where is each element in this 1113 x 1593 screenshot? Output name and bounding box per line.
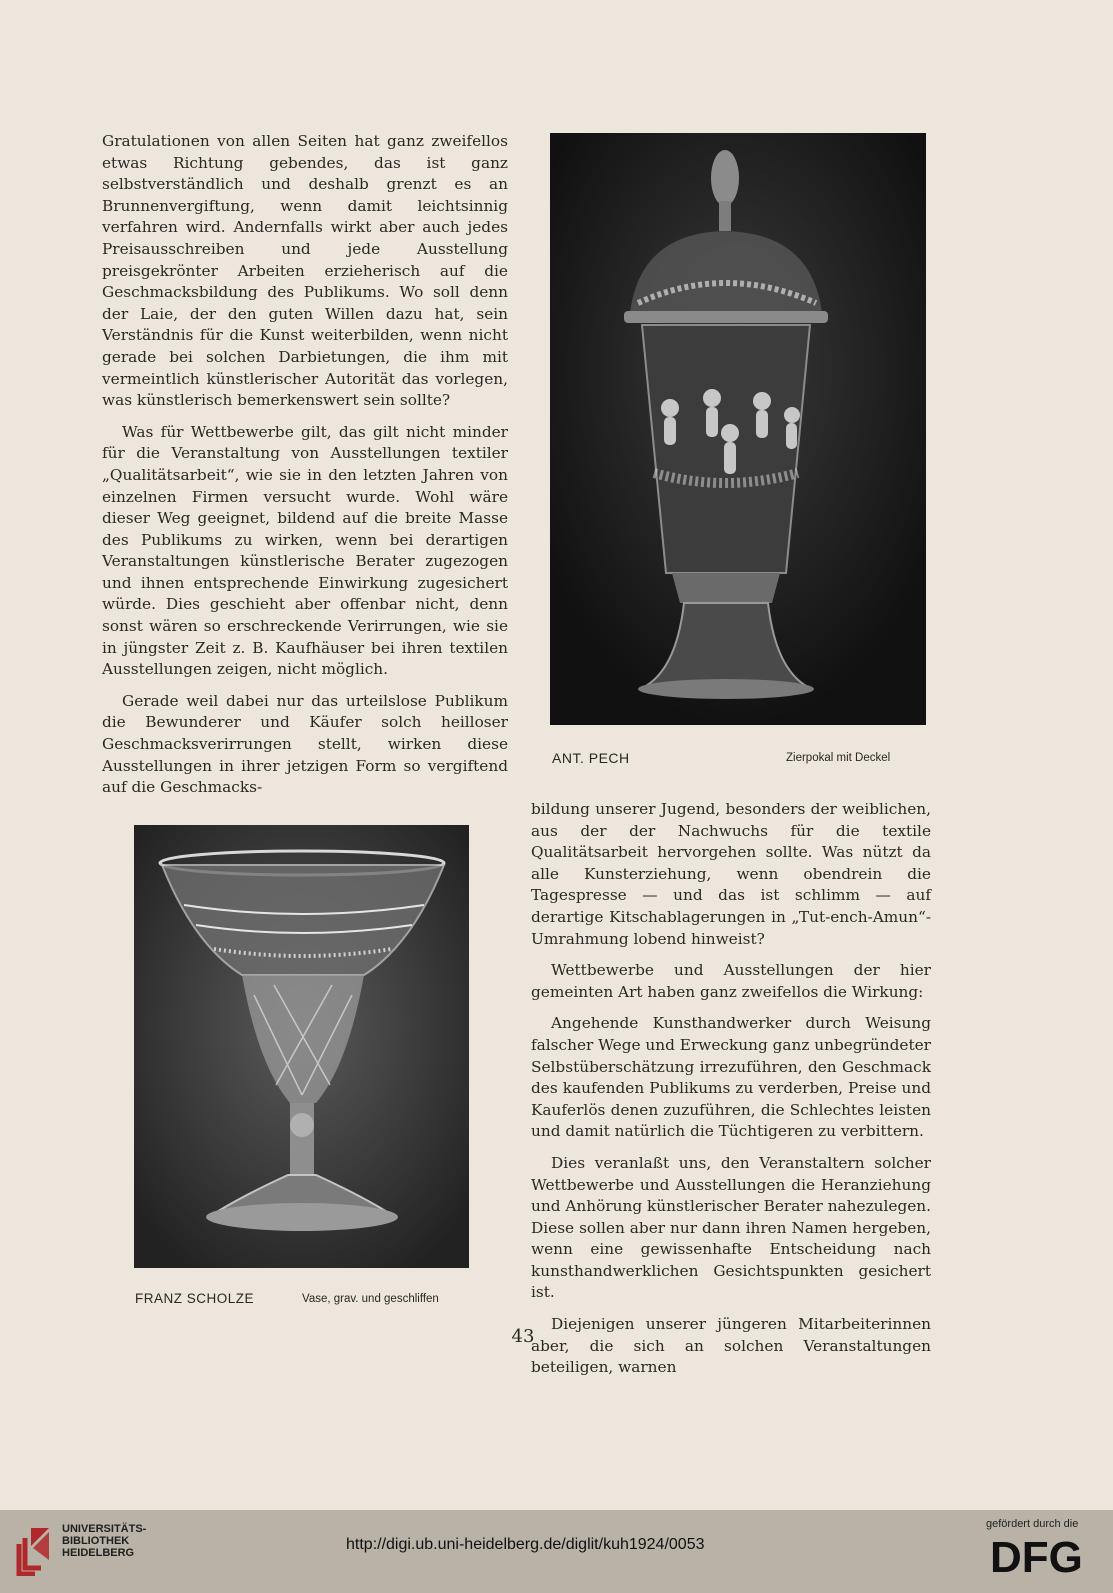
article-paragraph: Angehende Kunsthandwerker durch Weisung falscher Wege und Erweckung ganz unbegründeter Selbstüberschätzung irrezuführen, den Geschmack des kaufenden Publikums zu verderben, Preise und Kauferlös denen zuzuführen, die Schlechtes leisten und damit natürlich die Tüchtigeren zu verbittern. — [531, 1014, 931, 1141]
photo-zierpokal — [550, 133, 926, 725]
dfg-logo: DFG — [990, 1533, 1083, 1582]
university-library-logo-icon — [15, 1524, 55, 1576]
photo-vase — [134, 825, 469, 1268]
article-paragraph: Dies veranlaßt uns, den Veranstaltern solcher Wettbewerbe und Ausstellungen die Heranziehung und Anhörung künstlerischer Berater nahezulegen. Diese sollen aber nur dann ihren Namen hergeben, wenn eine gewissenhafte Entscheidung nach kunsthandwerklichen Gesichtspunkten gesichert ist. — [531, 1153, 931, 1302]
page-number: 43 — [511, 1326, 535, 1347]
article-paragraph: Was für Wettbewerbe gilt, das gilt nicht minder für die Veranstaltung von Ausstellungen textiler „Qualitätsarbeit“, wie sie in den letzten Jahren von einzelnen Firmen versucht wurde. Wohl wäre dieser Weg geeignet, bildend auf die breite Masse des Publikums zu wirken, wenn bei derartigen Veranstaltungen künstlerische Berater zugezogen und ihnen entsprechende Einwirkung zugesichert würde. Dies geschieht aber offenbar nicht, denn sonst wären so erschreckende Verirrungen, wie sie in jüngster Zeit z. B. Kaufhäuser bei ihren textilen Ausstellungen zeigen, nicht möglich. — [102, 422, 508, 679]
caption-title: Zierpokal mit Deckel — [786, 752, 891, 764]
caption-title: Vase, grav. und geschliffen — [302, 1293, 439, 1305]
university-library-name: UNIVERSITÄTS- BIBLIOTHEK HEIDELBERG — [62, 1523, 147, 1559]
vase-illustration — [134, 825, 469, 1268]
article-paragraph: Diejenigen unserer jüngeren Mitarbeiterinnen aber, die sich an solchen Veranstaltungen beteiligen, warnen — [531, 1315, 931, 1377]
article-paragraph: Gratulationen von allen Seiten hat ganz zweifellos etwas Richtung gebendes, das ist ganz selbstverständlich und deshalb grenzt es an Brunnenvergiftung, wenn damit leichtsinnig verfahren wird. Andernfalls wirkt aber auch jedes Preisausschreiben und jede Ausstellung preisgekrönter Arbeiten erzieherisch auf die Geschmacksbildung des Publikums. Wo soll denn der Laie, der den guten Willen dazu hat, sein Verständnis für die Kunst weiterbilden, wenn nicht gerade bei solchen Darbietungen, die ihm mit vermeintlich künstlerischer Autorität das vorlegen, was künstlerisch bemerkenswert sein sollte? — [102, 132, 508, 410]
article-paragraph: bildung unserer Jugend, besonders der weiblichen, aus der der Nachwuchs für die textile Qualitätsarbeit hervorgehen sollte. Was nützt da alle Kunsterziehung, wenn obendrein die Tagespresse — und das ist schlimm — auf derartige Kitschablagerungen in „Tut-ench-Amun“-Umrahmung lobend hinweist? — [531, 800, 931, 948]
article-paragraph: Wettbewerbe und Ausstellungen der hier gemeinten Art haben ganz zweifellos die Wirkung: — [531, 961, 931, 1001]
goblet-illustration — [550, 133, 926, 725]
funded-by-label: gefördert durch die — [986, 1518, 1079, 1530]
article-left-column — [102, 131, 508, 799]
caption-artist: ANT. PECH — [552, 750, 630, 766]
digitization-footer — [0, 1510, 1113, 1593]
caption-artist: FRANZ SCHOLZE — [135, 1291, 255, 1306]
article-right-column — [531, 799, 931, 1379]
article-paragraph: Gerade weil dabei nur das urteilslose Publikum die Bewunderer und Käufer solch heilloser Geschmacksverirrungen stellt, wirken diese Ausstellungen in ihrer jetzigen Form so vergiftend auf die Geschmacks- — [102, 691, 508, 797]
source-url-link[interactable]: http://digi.ub.uni-heidelberg.de/diglit/kuh1924/0053 — [346, 1536, 705, 1553]
